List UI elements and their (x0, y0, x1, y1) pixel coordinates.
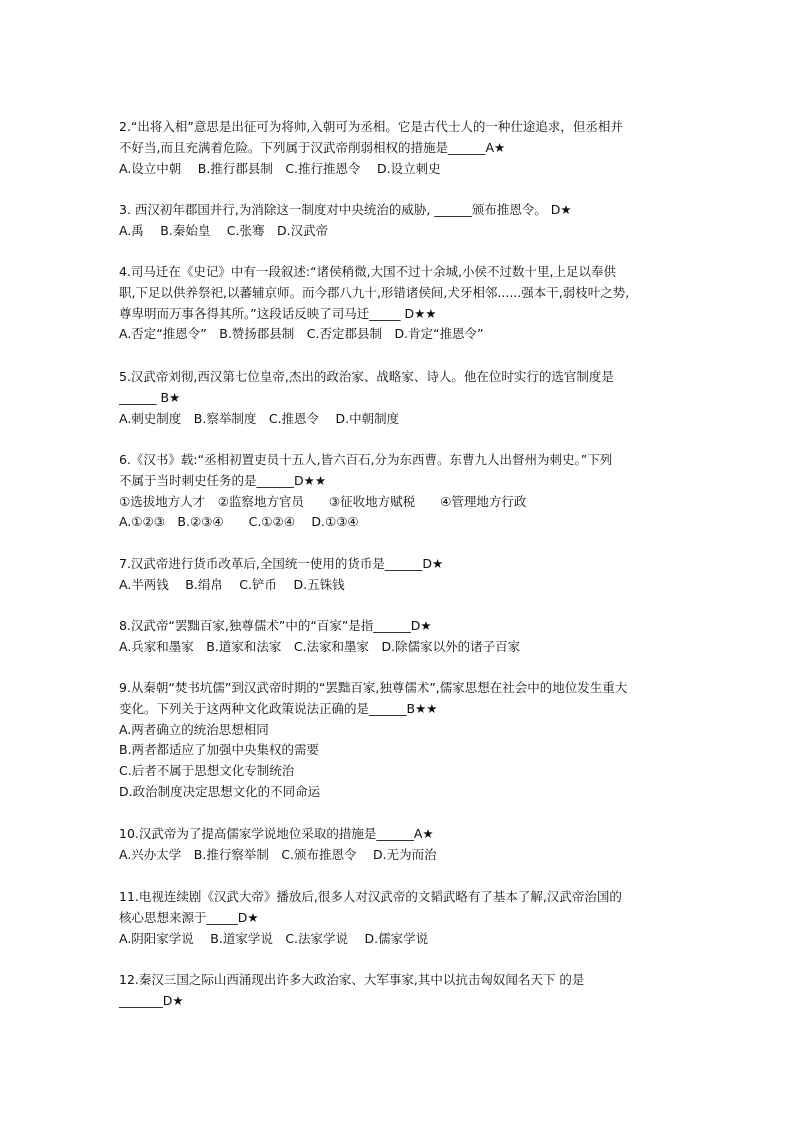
question-text: 5.汉武帝刘彻,西汉第七位皇帝,杰出的政治家、战略家、诗人。他在位时实行的选官制度是 (119, 369, 614, 384)
question-text: 8.汉武帝“罢黜百家,独尊儒术”中的“百家”是指______D★ (119, 618, 432, 633)
question-text: 3. 西汉初年郡国并行,为消除这一制度对中央统治的威胁, ______颁布推恩令。 D★ (119, 202, 572, 217)
question-text: 12.秦汉三国之际山西涌现出许多大政治家、大军事家,其中以抗击匈奴闻名天下 的是 (119, 972, 585, 987)
question-options: A.兵家和墨家 B.道家和法家 C.法家和墨家 D.除儒家以外的诸子百家 (119, 638, 521, 654)
question-3 (119, 200, 679, 242)
question-options: A.刺史制度 B.察举制度 C.推恩令 D.中朝制度 (119, 410, 400, 426)
question-options: A.阴阳家学说 B.道家学说 C.法家学说 D.儒家学说 (119, 930, 429, 946)
question-option-b: B.两者都适应了加强中央集权的需要 (119, 742, 320, 758)
question-text: ______ B★ (119, 389, 181, 405)
question-5 (119, 367, 679, 429)
question-7 (119, 554, 679, 596)
question-options: A.①②③ B.②③④ C.①②④ D.①③④ (119, 514, 359, 530)
question-options: A.设立中朝 B.推行郡县制 C.推行推恩令 D.设立刺史 (119, 160, 441, 176)
question-8 (119, 616, 679, 658)
question-text: 6.《汉书》载:“丞相初置吏员十五人,皆六百石,分为东西曹。东曹九人出督州为刺史。”下列 (119, 452, 613, 467)
question-text: 11.电视连续剧《汉武大帝》播放后,很多人对汉武帝的文韬武略有了基本了解,汉武帝治国的 (119, 889, 622, 904)
question-text: 9.从秦朝“焚书坑儒”到汉武帝时期的“罢黜百家,独尊儒术”,儒家思想在社会中的地位发生重大 (119, 680, 628, 695)
question-text: 2.“出将入相”意思是出征可为将帅,入朝可为丞相。它是古代士人的一种仕途追求，但丞相并 (119, 119, 623, 134)
question-text: 不属于当时刺史任务的是______D★★ (119, 472, 327, 488)
question-text: 尊卑明而万事各得其所。”这段话反映了司马迁_____ D★★ (119, 305, 437, 321)
question-6 (119, 450, 679, 533)
question-options: A.半两钱 B.绢帛 C.铲币 D.五铢钱 (119, 576, 345, 592)
question-text: 变化。下列关于这两种文化政策说法正确的是______B★★ (119, 700, 438, 716)
question-text: 不好当,而且充满着危险。下列属于汉武帝削弱相权的措施是______A★ (119, 139, 506, 155)
question-9 (119, 678, 679, 803)
question-text: _______D★ (119, 992, 184, 1008)
question-12 (119, 970, 679, 1012)
question-4 (119, 262, 679, 345)
question-text: 4.司马迁在《史记》中有一段叙述:“诸侯稍微,大国不过十余城,小侯不过数十里,上足以奉供 (119, 264, 617, 279)
question-text: 职,下足以供养祭祀,以蕃辅京师。而今郡八九十,形错诸侯间,犬牙相邻......强本干,弱枝叶之势, (119, 284, 630, 300)
question-10 (119, 824, 679, 866)
question-option-c: C.后者不属于思想文化专制统治 (119, 763, 295, 779)
question-options: A.兴办太学 B.推行察举制 C.颁布推恩令 D.无为而治 (119, 846, 437, 862)
question-options: A.否定“推恩令” B.赞扬郡县制 C.否定郡县制 D.肯定“推恩令” (119, 326, 484, 342)
question-option-a: A.两者确立的统治思想相同 (119, 721, 269, 737)
question-items: ①选拔地方人才 ②监察地方官员 ③征收地方赋税 ④管理地方行政 (119, 493, 527, 509)
question-option-d: D.政治制度决定思想文化的不同命运 (119, 783, 321, 799)
question-text: 10.汉武帝为了提高儒家学说地位采取的措施是______A★ (119, 826, 434, 841)
question-text: 核心思想来源于_____D★ (119, 909, 259, 925)
question-options: A.禹 B.秦始皇 C.张骞 D.汉武帝 (119, 222, 329, 238)
question-11 (119, 887, 679, 949)
question-2 (119, 117, 679, 179)
question-text: 7.汉武帝进行货币改革后,全国统一使用的货币是______D★ (119, 556, 444, 571)
